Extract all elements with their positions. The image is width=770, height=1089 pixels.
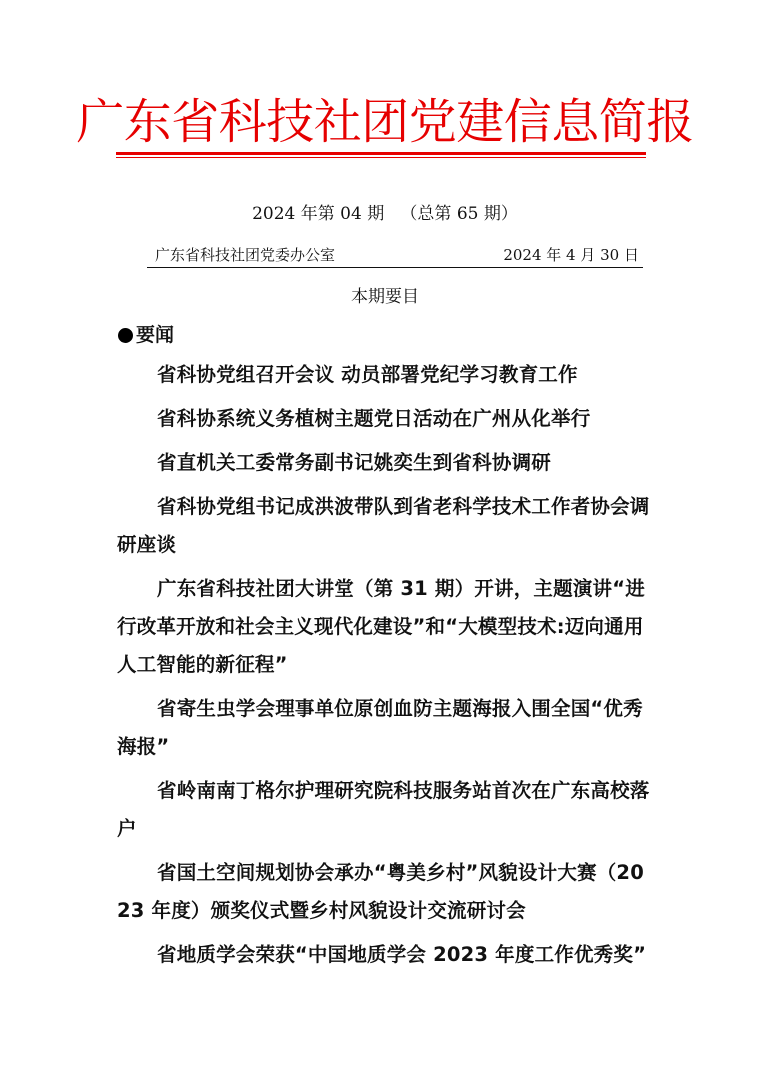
toc-item: 省科协党组召开会议 动员部署党纪学习教育工作 — [157, 363, 578, 386]
issue-number: 2024 年第 04 期 （总第 65 期） — [252, 204, 518, 224]
toc-item: 省直机关工委常务副书记姚奕生到省科协调研 — [157, 451, 552, 474]
toc-item: 省岭南南丁格尔护理研究院科技服务站首次在广东高校落户 — [117, 779, 650, 840]
office-name: 广东省科技社团党委办公室 — [155, 246, 336, 264]
section-label: 要闻 — [136, 324, 175, 346]
toc-item: 广东省科技社团大讲堂（第 31 期）开讲，主题演讲“进行改革开放和社会主义现代化建设”和“大模型技术:迈向通用人工智能的新征程” — [117, 577, 645, 676]
toc-item: 省科协系统义务植树主题党日活动在广州从化举行 — [157, 407, 591, 430]
toc-item: 省国土空间规划协会承办“粤美乡村”风貌设计大赛（2023 年度）颁奖仪式暨乡村风貌设计交流研讨会 — [117, 861, 644, 922]
toc-item: 省寄生虫学会理事单位原创血防主题海报入围全国“优秀海报” — [117, 697, 643, 758]
section-heading — [118, 320, 174, 350]
masthead-rule-thin — [116, 157, 646, 158]
toc-list — [117, 356, 657, 980]
toc-item: 省地质学会荣获“中国地质学会 2023 年度工作优秀奖” — [157, 943, 647, 966]
toc-title: 本期要目 — [351, 287, 419, 307]
toc-item: 省科协党组书记成洪波带队到省老科学技术工作者协会调研座谈 — [117, 495, 650, 556]
office-line — [147, 243, 643, 268]
bullet-icon — [118, 328, 133, 343]
masthead-title: 广东省科技社团党建信息简报 — [76, 94, 694, 150]
masthead-rule-thick — [116, 152, 646, 155]
issue-date: 2024 年 4 月 30 日 — [503, 246, 639, 264]
